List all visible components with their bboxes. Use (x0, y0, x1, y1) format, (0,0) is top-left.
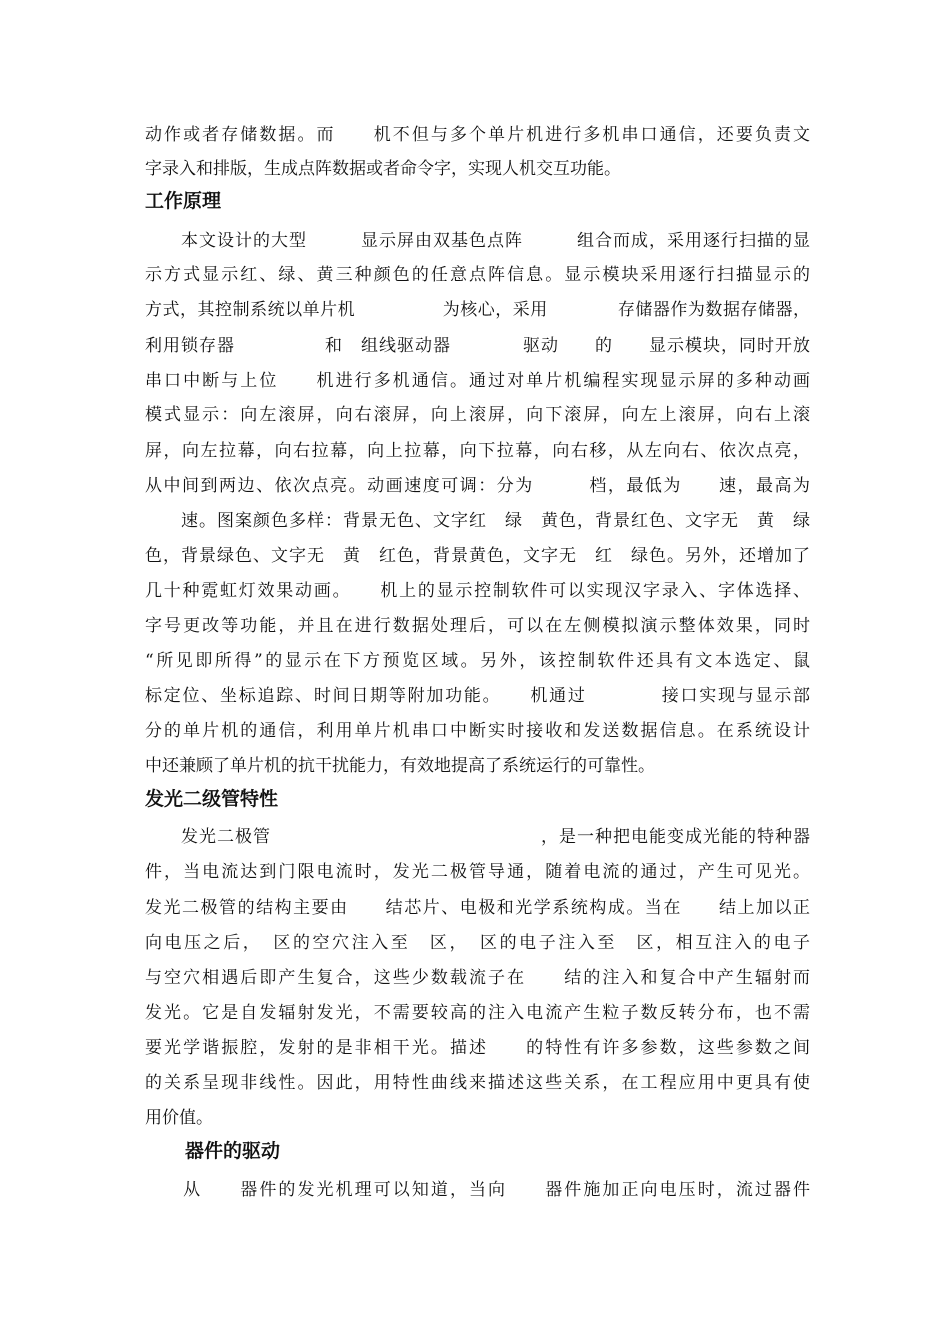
paragraph-line: 方式，其控制系统以单片机 为核心，采用 存储器作为数据存储器， (145, 300, 810, 320)
paragraph-line: 动作或者存储数据。而 机不但与多个单片机进行多机串口通信，还要负责文 (145, 125, 810, 145)
paragraph-line: 模式显示：向左滚屏，向右滚屏，向上滚屏，向下滚屏，向左上滚屏，向右上滚 (145, 405, 810, 425)
paragraph-line: 发光二极管 ，是一种把电能变成光能的特种器 (145, 827, 810, 847)
paragraph-line: 几十种霓虹灯效果动画。 机上的显示控制软件可以实现汉字录入、字体选择、 (145, 581, 810, 601)
paragraph-line: 的关系呈现非线性。因此，用特性曲线来描述这些关系，在工程应用中更具有使 (145, 1073, 810, 1093)
paragraph-line: 利用锁存器 和 组线驱动器 驱动 的 显示模块，同时开放 (145, 336, 810, 356)
paragraph-line: 标定位、坐标追踪、时间日期等附加功能。 机通过 接口实现与显示部 (145, 686, 810, 706)
paragraph-line: 从中间到两边、依次点亮。动画速度可调：分为 档，最低为 速，最高为 (145, 476, 810, 496)
paragraph-line: 要光学谐振腔，发射的是非相干光。描述 的特性有许多参数，这些参数之间 (145, 1038, 810, 1058)
paragraph-line: 串口中断与上位 机进行多机通信。通过对单片机编程实现显示屏的多种动画 (145, 371, 810, 391)
paragraph-line: 件，当电流达到门限电流时，发光二极管导通，随着电流的通过，产生可见光。 (145, 862, 810, 882)
paragraph-line: 中还兼顾了单片机的抗干扰能力，有效地提高了系统运行的可靠性。 (145, 756, 655, 776)
paragraph-line: 发光。它是自发辐射发光，不需要较高的注入电流产生粒子数反转分布，也不需 (145, 1003, 810, 1023)
paragraph-line: 色，背景绿色、文字无 黄 红色，背景黄色，文字无 红 绿色。另外，还增加了 (145, 546, 810, 566)
section-heading: 器件的驱动 (185, 1140, 281, 1162)
paragraph-line: 用价值。 (145, 1108, 213, 1128)
paragraph-line: 向电压之后， 区的空穴注入至 区， 区的电子注入至 区，相互注入的电子 (145, 933, 810, 953)
paragraph-line: 示方式显示红、绿、黄三种颜色的任意点阵信息。显示模块采用逐行扫描显示的 (145, 265, 810, 285)
paragraph-line: 从 器件的发光机理可以知道，当向 器件施加正向电压时，流过器件 (145, 1180, 810, 1200)
paragraph-line: 速。图案颜色多样：背景无色、文字红 绿 黄色，背景红色、文字无 黄 绿 (145, 511, 810, 531)
paragraph-line: 与空穴相遇后即产生复合，这些少数载流子在 结的注入和复合中产生辐射而 (145, 968, 810, 988)
paragraph-line: 屏，向左拉幕，向右拉幕，向上拉幕，向下拉幕，向右移，从左向右、依次点亮， (145, 441, 810, 461)
section-heading: 工作原理 (145, 190, 222, 212)
paragraph-line: 字录入和排版，生成点阵数据或者命令字，实现人机交互功能。 (145, 159, 621, 179)
paragraph-line: 字号更改等功能，并且在进行数据处理后，可以在左侧模拟演示整体效果，同时 (145, 616, 810, 636)
paragraph-line: 本文设计的大型 显示屏由双基色点阵 组合而成，采用逐行扫描的显 (145, 231, 810, 251)
paragraph-line: 分的单片机的通信，利用单片机串口中断实时接收和发送数据信息。在系统设计 (145, 721, 810, 741)
paragraph-line: “所见即所得”的显示在下方预览区域。另外，该控制软件还具有文本选定、鼠 (145, 651, 810, 671)
paragraph-line: 发光二极管的结构主要由 结芯片、电极和光学系统构成。当在 结上加以正 (145, 898, 810, 918)
section-heading: 发光二级管特性 (145, 788, 279, 810)
